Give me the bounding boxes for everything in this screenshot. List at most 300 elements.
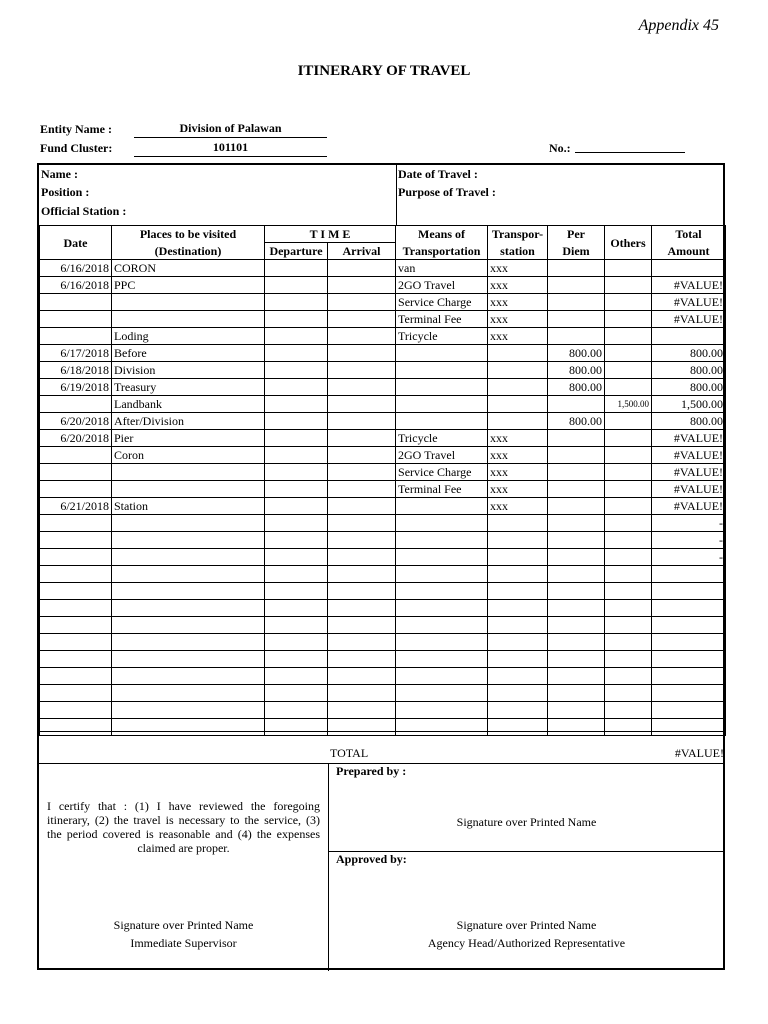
cell-transportation[interactable] [488, 685, 548, 702]
cell-means[interactable] [396, 532, 488, 549]
cell-arrival[interactable] [328, 277, 396, 294]
cell-date[interactable] [40, 311, 112, 328]
cell-means[interactable]: Terminal Fee [396, 481, 488, 498]
table-row [40, 311, 726, 328]
cell-place[interactable] [112, 651, 265, 668]
cell-transportation[interactable] [488, 634, 548, 651]
cell-arrival[interactable] [328, 583, 396, 600]
cell-date[interactable] [40, 464, 112, 481]
col-perdiem-line2: Diem [548, 243, 605, 260]
cell-place[interactable] [112, 668, 265, 685]
cell-total[interactable] [652, 583, 726, 600]
cell-arrival[interactable] [328, 362, 396, 379]
cell-per-diem[interactable]: 800.00 [548, 413, 605, 430]
cell-date[interactable]: 6/20/2018 [40, 430, 112, 447]
cell-total[interactable]: 800.00 [652, 345, 726, 362]
cell-date[interactable] [40, 651, 112, 668]
col-total-line2: Amount [652, 243, 726, 260]
cell-per-diem[interactable] [548, 430, 605, 447]
cell-transportation[interactable]: xxx [488, 260, 548, 277]
cell-departure[interactable] [265, 464, 328, 481]
cell-total[interactable]: 800.00 [652, 362, 726, 379]
cell-arrival[interactable] [328, 702, 396, 719]
table-row [40, 532, 726, 549]
cell-departure[interactable] [265, 532, 328, 549]
cell-per-diem[interactable] [548, 651, 605, 668]
cell-place[interactable] [112, 566, 265, 583]
entity-name-value[interactable]: Division of Palawan [134, 121, 327, 138]
cell-others[interactable] [605, 447, 652, 464]
cell-per-diem[interactable] [548, 617, 605, 634]
cell-place[interactable] [112, 583, 265, 600]
cell-arrival[interactable] [328, 651, 396, 668]
cell-place[interactable]: PPC [112, 277, 265, 294]
cell-transportation[interactable]: xxx [488, 447, 548, 464]
cell-others[interactable] [605, 685, 652, 702]
col-date: Date [40, 226, 112, 260]
cell-total[interactable] [652, 702, 726, 719]
table-row [40, 498, 726, 515]
cell-place[interactable]: Loding [112, 328, 265, 345]
cell-means[interactable] [396, 617, 488, 634]
cell-place[interactable] [112, 685, 265, 702]
cell-date[interactable] [40, 634, 112, 651]
cell-total[interactable]: #VALUE! [652, 430, 726, 447]
cell-date[interactable] [40, 481, 112, 498]
table-row [40, 379, 726, 396]
supervisor-role: Immediate Supervisor [130, 936, 237, 950]
cell-departure[interactable] [265, 379, 328, 396]
cell-arrival[interactable] [328, 396, 396, 413]
cell-total[interactable] [652, 328, 726, 345]
cell-per-diem[interactable] [548, 702, 605, 719]
cell-others[interactable] [605, 311, 652, 328]
cell-arrival[interactable] [328, 294, 396, 311]
cell-date[interactable] [40, 515, 112, 532]
table-row [40, 396, 726, 413]
cell-means[interactable]: van [396, 260, 488, 277]
form-title: ITINERARY OF TRAVEL [297, 63, 471, 79]
cell-per-diem[interactable] [548, 447, 605, 464]
cell-others[interactable] [605, 566, 652, 583]
entity-name-label: Entity Name : [40, 122, 112, 136]
cell-date[interactable]: 6/16/2018 [40, 277, 112, 294]
cell-date[interactable] [40, 583, 112, 600]
cell-date[interactable] [40, 532, 112, 549]
cell-others[interactable] [605, 617, 652, 634]
table-row [40, 549, 726, 566]
cell-means[interactable]: Tricycle [396, 328, 488, 345]
cell-date[interactable]: 6/19/2018 [40, 379, 112, 396]
col-means-line2: Transportation [396, 243, 488, 260]
cell-means[interactable]: 2GO Travel [396, 447, 488, 464]
cell-place[interactable]: Landbank [112, 396, 265, 413]
cell-arrival[interactable] [328, 328, 396, 345]
cell-transportation[interactable] [488, 549, 548, 566]
cell-means[interactable] [396, 549, 488, 566]
cell-transportation[interactable] [488, 617, 548, 634]
cell-others[interactable] [605, 651, 652, 668]
fund-cluster-label: Fund Cluster: [40, 141, 113, 155]
cell-place[interactable] [112, 532, 265, 549]
cell-date[interactable]: 6/17/2018 [40, 345, 112, 362]
col-places-line2: (Destination) [112, 243, 265, 260]
cell-arrival[interactable] [328, 345, 396, 362]
cell-means[interactable] [396, 396, 488, 413]
col-transpo-line2: station [488, 243, 548, 260]
cell-place[interactable] [112, 600, 265, 617]
cell-place[interactable]: Coron [112, 447, 265, 464]
cell-departure[interactable] [265, 413, 328, 430]
cell-date[interactable] [40, 328, 112, 345]
col-others: Others [605, 226, 652, 260]
cell-means[interactable] [396, 413, 488, 430]
cell-date[interactable] [40, 685, 112, 702]
cell-transportation[interactable] [488, 583, 548, 600]
cell-means[interactable] [396, 362, 488, 379]
cell-transportation[interactable]: xxx [488, 481, 548, 498]
cell-per-diem[interactable] [548, 685, 605, 702]
cell-transportation[interactable]: xxx [488, 277, 548, 294]
cell-departure[interactable] [265, 396, 328, 413]
cell-others[interactable] [605, 498, 652, 515]
cell-means[interactable] [396, 685, 488, 702]
cell-total[interactable]: #VALUE! [652, 498, 726, 515]
total-label: TOTAL [330, 746, 369, 760]
cell-departure[interactable] [265, 481, 328, 498]
cell-means[interactable] [396, 668, 488, 685]
cell-others[interactable] [605, 634, 652, 651]
cell-total[interactable] [652, 600, 726, 617]
cell-others[interactable] [605, 532, 652, 549]
cell-departure[interactable] [265, 651, 328, 668]
cell-per-diem[interactable] [548, 583, 605, 600]
approved-signature-line[interactable]: Signature over Printed Name [456, 918, 597, 932]
fund-cluster-value[interactable]: 101101 [134, 140, 327, 157]
cell-total[interactable] [652, 685, 726, 702]
cell-date[interactable] [40, 702, 112, 719]
prepared-signature-line[interactable]: Signature over Printed Name [456, 815, 597, 829]
cell-means[interactable]: Service Charge [396, 464, 488, 481]
cell-departure[interactable] [265, 566, 328, 583]
cell-arrival[interactable] [328, 532, 396, 549]
cell-transportation[interactable] [488, 379, 548, 396]
cell-arrival[interactable] [328, 549, 396, 566]
cell-place[interactable]: Treasury [112, 379, 265, 396]
col-transpo-line1: Transpor- [488, 226, 548, 243]
cell-arrival[interactable] [328, 566, 396, 583]
cell-total[interactable] [652, 651, 726, 668]
itinerary-table [39, 225, 726, 736]
cell-others[interactable]: 1,500.00 [605, 396, 652, 413]
cell-total[interactable]: - [652, 549, 726, 566]
cell-departure[interactable] [265, 600, 328, 617]
cell-transportation[interactable] [488, 702, 548, 719]
cell-others[interactable] [605, 464, 652, 481]
cell-transportation[interactable] [488, 532, 548, 549]
total-value: #VALUE! [674, 746, 724, 760]
cell-total[interactable]: #VALUE! [652, 294, 726, 311]
cell-place[interactable]: After/Division [112, 413, 265, 430]
position-label[interactable]: Position : [41, 185, 90, 199]
certification-box [39, 763, 329, 971]
cell-departure[interactable] [265, 345, 328, 362]
cell-place[interactable] [112, 311, 265, 328]
table-row [40, 566, 726, 583]
cell-means[interactable] [396, 379, 488, 396]
supervisor-signature-line[interactable]: Signature over Printed Name [113, 918, 254, 932]
cell-per-diem[interactable] [548, 566, 605, 583]
cell-per-diem[interactable] [548, 498, 605, 515]
cell-means[interactable] [396, 583, 488, 600]
cell-transportation[interactable] [488, 362, 548, 379]
cell-transportation[interactable] [488, 668, 548, 685]
cell-others[interactable] [605, 702, 652, 719]
cell-others[interactable] [605, 430, 652, 447]
table-row [40, 413, 726, 430]
cell-date[interactable] [40, 566, 112, 583]
table-row [40, 600, 726, 617]
cell-arrival[interactable] [328, 260, 396, 277]
cell-means[interactable]: 2GO Travel [396, 277, 488, 294]
cell-others[interactable] [605, 413, 652, 430]
cell-transportation[interactable] [488, 515, 548, 532]
cell-per-diem[interactable] [548, 634, 605, 651]
cell-total[interactable]: #VALUE! [652, 277, 726, 294]
cell-arrival[interactable] [328, 464, 396, 481]
cell-means[interactable] [396, 345, 488, 362]
cell-per-diem[interactable] [548, 464, 605, 481]
cell-place[interactable]: Station [112, 498, 265, 515]
cell-per-diem[interactable] [548, 515, 605, 532]
cell-per-diem[interactable] [548, 532, 605, 549]
cell-date[interactable] [40, 668, 112, 685]
cell-transportation[interactable]: xxx [488, 430, 548, 447]
cell-others[interactable] [605, 549, 652, 566]
cell-date[interactable] [40, 447, 112, 464]
cell-arrival[interactable] [328, 515, 396, 532]
cell-total[interactable]: 800.00 [652, 413, 726, 430]
cell-transportation[interactable]: xxx [488, 464, 548, 481]
cell-others[interactable] [605, 294, 652, 311]
cell-date[interactable]: 6/16/2018 [40, 260, 112, 277]
cell-departure[interactable] [265, 702, 328, 719]
cell-departure[interactable] [265, 515, 328, 532]
cell-departure[interactable] [265, 668, 328, 685]
cell-arrival[interactable] [328, 481, 396, 498]
cell-others[interactable] [605, 515, 652, 532]
cell-transportation[interactable]: xxx [488, 294, 548, 311]
cell-total[interactable]: 800.00 [652, 379, 726, 396]
official-station-label[interactable]: Official Station : [41, 204, 127, 218]
cell-place[interactable] [112, 481, 265, 498]
cell-others[interactable] [605, 600, 652, 617]
cell-departure[interactable] [265, 685, 328, 702]
cell-others[interactable] [605, 328, 652, 345]
no-label: No.: [549, 141, 571, 155]
cell-arrival[interactable] [328, 600, 396, 617]
cell-transportation[interactable] [488, 345, 548, 362]
cell-total[interactable] [652, 634, 726, 651]
cell-departure[interactable] [265, 311, 328, 328]
cell-others[interactable] [605, 345, 652, 362]
cell-per-diem[interactable] [548, 294, 605, 311]
cell-date[interactable]: 6/20/2018 [40, 413, 112, 430]
table-row [40, 668, 726, 685]
header-divider [396, 165, 397, 226]
table-row [40, 362, 726, 379]
cell-place[interactable]: Before [112, 345, 265, 362]
cell-transportation[interactable] [488, 396, 548, 413]
col-total-line1: Total [652, 226, 726, 243]
cell-per-diem[interactable]: 800.00 [548, 362, 605, 379]
cell-place[interactable] [112, 515, 265, 532]
cell-place[interactable]: CORON [112, 260, 265, 277]
itinerary-rows [40, 260, 726, 736]
cell-others[interactable] [605, 583, 652, 600]
cell-date[interactable]: 6/21/2018 [40, 498, 112, 515]
cell-means[interactable] [396, 634, 488, 651]
cell-per-diem[interactable] [548, 600, 605, 617]
cell-others[interactable] [605, 481, 652, 498]
table-row [40, 277, 726, 294]
cell-transportation[interactable]: xxx [488, 311, 548, 328]
cell-arrival[interactable] [328, 634, 396, 651]
cell-others[interactable] [605, 379, 652, 396]
date-of-travel-label[interactable]: Date of Travel : [398, 167, 478, 181]
cell-arrival[interactable] [328, 447, 396, 464]
cell-means[interactable] [396, 515, 488, 532]
cell-departure[interactable] [265, 362, 328, 379]
cell-total[interactable] [652, 668, 726, 685]
appendix-label: Appendix 45 [638, 17, 719, 34]
cell-date[interactable]: 6/18/2018 [40, 362, 112, 379]
cell-arrival[interactable] [328, 498, 396, 515]
cell-date[interactable] [40, 294, 112, 311]
cell-per-diem[interactable] [548, 311, 605, 328]
col-means-line1: Means of [396, 226, 488, 243]
cell-departure[interactable] [265, 328, 328, 345]
cell-departure[interactable] [265, 260, 328, 277]
cell-arrival[interactable] [328, 311, 396, 328]
table-row [40, 464, 726, 481]
cell-place[interactable] [112, 702, 265, 719]
cell-departure[interactable] [265, 498, 328, 515]
name-label[interactable]: Name : [41, 167, 78, 181]
cell-per-diem[interactable]: 800.00 [548, 345, 605, 362]
cell-means[interactable] [396, 566, 488, 583]
cell-per-diem[interactable] [548, 396, 605, 413]
cell-others[interactable] [605, 260, 652, 277]
cell-total[interactable]: #VALUE! [652, 481, 726, 498]
cell-others[interactable] [605, 277, 652, 294]
cell-transportation[interactable] [488, 413, 548, 430]
cell-total[interactable]: - [652, 515, 726, 532]
cell-place[interactable] [112, 617, 265, 634]
table-row [40, 583, 726, 600]
cell-arrival[interactable] [328, 430, 396, 447]
cell-transportation[interactable] [488, 600, 548, 617]
purpose-of-travel-label[interactable]: Purpose of Travel : [398, 185, 496, 199]
table-row [40, 515, 726, 532]
cell-means[interactable]: Terminal Fee [396, 311, 488, 328]
cell-transportation[interactable] [488, 651, 548, 668]
cell-per-diem[interactable] [548, 277, 605, 294]
cell-place[interactable]: Pier [112, 430, 265, 447]
cell-departure[interactable] [265, 447, 328, 464]
col-departure: Departure [265, 243, 328, 260]
cell-per-diem[interactable] [548, 328, 605, 345]
cell-means[interactable]: Service Charge [396, 294, 488, 311]
cell-departure[interactable] [265, 549, 328, 566]
cell-means[interactable]: Tricycle [396, 430, 488, 447]
no-field[interactable] [575, 140, 685, 153]
cell-total[interactable] [652, 260, 726, 277]
cell-total[interactable] [652, 566, 726, 583]
cell-arrival[interactable] [328, 379, 396, 396]
cell-transportation[interactable]: xxx [488, 498, 548, 515]
cell-means[interactable] [396, 651, 488, 668]
table-row [40, 447, 726, 464]
table-row [40, 685, 726, 702]
cell-total[interactable] [652, 617, 726, 634]
cell-departure[interactable] [265, 617, 328, 634]
table-row [40, 702, 726, 719]
cell-place[interactable] [112, 294, 265, 311]
cell-place[interactable] [112, 549, 265, 566]
cell-departure[interactable] [265, 294, 328, 311]
cell-per-diem[interactable] [548, 549, 605, 566]
cell-per-diem[interactable] [548, 260, 605, 277]
cell-transportation[interactable]: xxx [488, 328, 548, 345]
cell-total[interactable]: - [652, 532, 726, 549]
cell-place[interactable] [112, 464, 265, 481]
cell-per-diem[interactable]: 800.00 [548, 379, 605, 396]
cell-departure[interactable] [265, 430, 328, 447]
table-row [40, 481, 726, 498]
cell-others[interactable] [605, 362, 652, 379]
cell-date[interactable] [40, 600, 112, 617]
certification-text: I certify that : (1) I have reviewed the foregoing itinerary, (2) the travel is necessary to the service, (3) the period covered is reasonable and (4) the expenses claimed are proper. [47, 799, 320, 855]
cell-others[interactable] [605, 668, 652, 685]
cell-place[interactable] [112, 634, 265, 651]
cell-date[interactable] [40, 549, 112, 566]
cell-date[interactable] [40, 396, 112, 413]
cell-means[interactable] [396, 702, 488, 719]
cell-date[interactable] [40, 617, 112, 634]
cell-total[interactable]: #VALUE! [652, 311, 726, 328]
cell-means[interactable] [396, 498, 488, 515]
cell-per-diem[interactable] [548, 481, 605, 498]
cell-arrival[interactable] [328, 668, 396, 685]
cell-arrival[interactable] [328, 617, 396, 634]
cell-departure[interactable] [265, 277, 328, 294]
cell-transportation[interactable] [488, 566, 548, 583]
cell-arrival[interactable] [328, 685, 396, 702]
cell-departure[interactable] [265, 583, 328, 600]
cell-total[interactable]: #VALUE! [652, 464, 726, 481]
cell-place[interactable]: Division [112, 362, 265, 379]
cell-per-diem[interactable] [548, 668, 605, 685]
cell-total[interactable]: #VALUE! [652, 447, 726, 464]
cell-arrival[interactable] [328, 413, 396, 430]
prepared-by-box [328, 763, 725, 852]
itinerary-sheet [37, 163, 725, 970]
cell-departure[interactable] [265, 634, 328, 651]
cell-total[interactable]: 1,500.00 [652, 396, 726, 413]
approved-by-label: Approved by: [336, 852, 407, 866]
cell-means[interactable] [396, 600, 488, 617]
